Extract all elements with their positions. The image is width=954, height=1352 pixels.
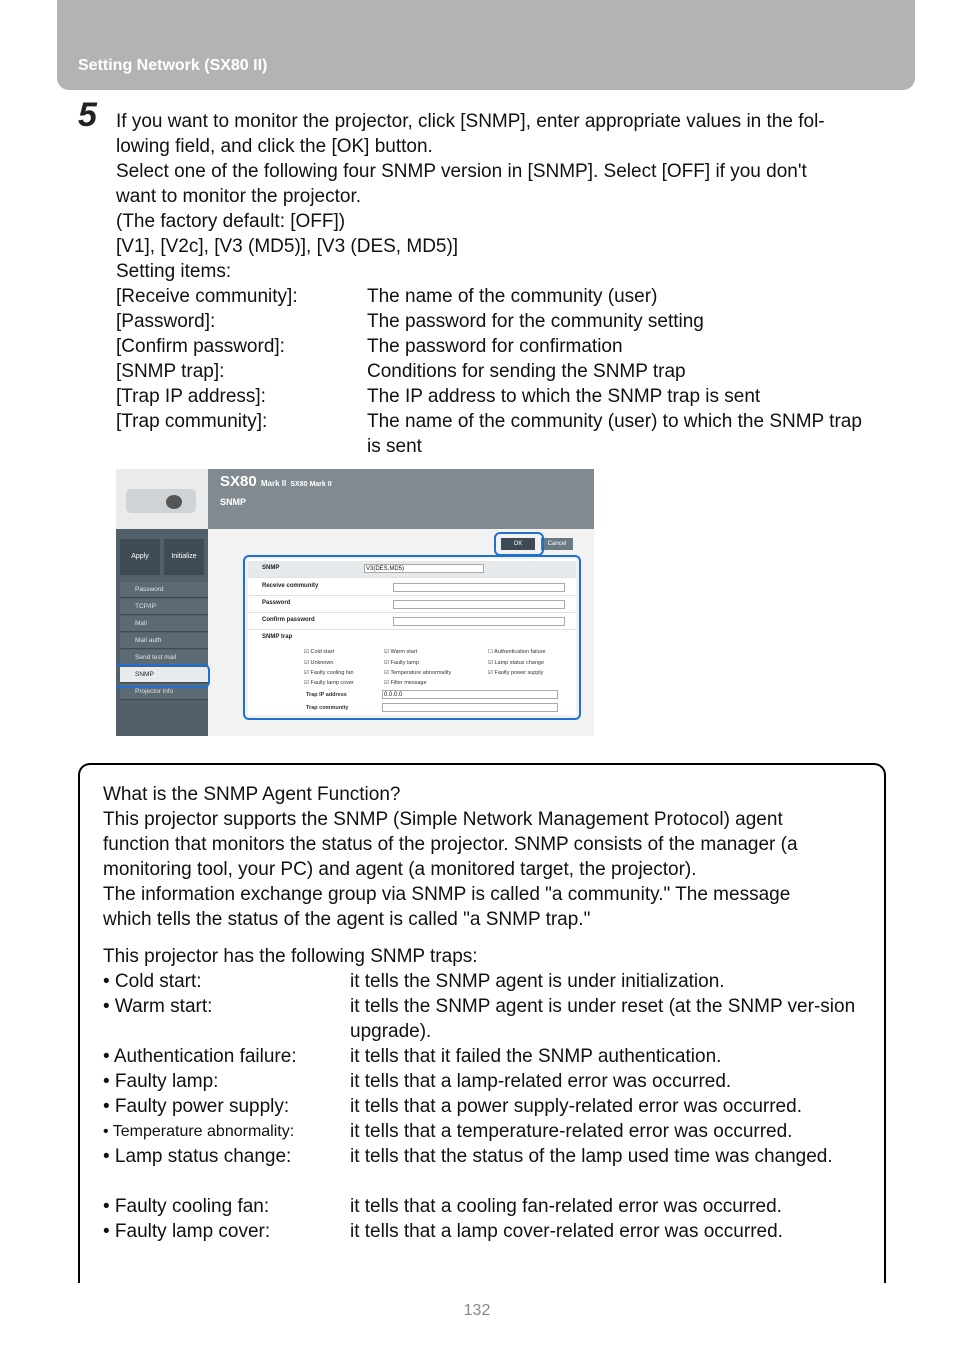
- apply-button[interactable]: Apply: [120, 539, 160, 575]
- screenshot-page-title: SNMP: [220, 497, 247, 507]
- step-line: lowing field, and click the [OK] button.: [116, 136, 433, 157]
- checkbox-cold-start[interactable]: ☑ Cold start: [304, 649, 335, 655]
- step-line: (The factory default: [OFF]): [116, 211, 346, 232]
- setting-desc: The password for confirmation: [367, 336, 623, 357]
- step-line: want to monitor the projector.: [116, 186, 362, 207]
- setting-desc: The name of the community (user) to which the SNMP trap is sent: [367, 411, 862, 457]
- menu-item-projector-info[interactable]: Projector info: [120, 684, 208, 700]
- menu-item-mail-auth[interactable]: Mail auth: [120, 633, 208, 649]
- step-line: [V1], [V2c], [V3 (MD5)], [V3 (DES, MD5)]: [116, 236, 459, 257]
- setting-key: [SNMP trap]:: [116, 361, 225, 382]
- setting-key: [Password]:: [116, 311, 216, 332]
- screenshot-sidebar: [116, 529, 208, 736]
- menu-item-send-test-mail[interactable]: Send test mail: [120, 650, 208, 666]
- form-highlight: [243, 555, 581, 720]
- traps-intro: This projector has the following SNMP traps:: [103, 946, 478, 967]
- ok-highlight: [494, 532, 544, 556]
- setting-desc: The IP address to which the SNMP trap is sent: [367, 386, 761, 407]
- checkbox-unknown[interactable]: ☑ Unknown: [304, 660, 334, 666]
- note-title: What is the SNMP Agent Function?: [103, 784, 401, 805]
- trap-ip-input[interactable]: 0.0.0.0: [382, 690, 558, 699]
- setting-desc: The password for the community setting: [367, 311, 704, 332]
- projector-body: [126, 489, 196, 513]
- note-line: function that monitors the status of the projector. SNMP consists of the manager (a: [103, 834, 798, 855]
- setting-desc: The name of the community (user): [367, 286, 658, 307]
- initialize-button[interactable]: Initialize: [164, 539, 204, 575]
- step-line: Select one of the following four SNMP version in [SNMP]. Select [OFF] if you don't: [116, 161, 807, 182]
- setting-key: [Trap IP address]:: [116, 386, 266, 407]
- password-row: Password: [248, 596, 576, 613]
- header-title: Setting Network (SX80 II): [78, 57, 268, 74]
- brand-logo: SX80 Mark II SX80 Mark II: [220, 473, 332, 490]
- checkbox-warm-start[interactable]: ☑ Warm start: [384, 649, 418, 655]
- receive-community-row: Receive community: [248, 579, 576, 596]
- ok-button[interactable]: OK: [501, 538, 535, 550]
- page-header: [57, 0, 915, 90]
- menu-item-tcpip[interactable]: TCP/IP: [120, 599, 208, 615]
- setting-key: [Trap community]:: [116, 411, 268, 432]
- snmp-highlight: [116, 664, 210, 688]
- note-line: monitoring tool, your PC) and agent (a monitored target, the projector).: [103, 859, 697, 880]
- checkbox-power-supply[interactable]: ☑ Faulty power supply: [488, 670, 544, 676]
- snmp-row: SNMP: [248, 561, 576, 578]
- projector-lens: [166, 495, 182, 509]
- projector-image: [116, 469, 208, 529]
- menu-item-password[interactable]: Password: [120, 582, 208, 598]
- checkbox-lamp-cover[interactable]: ☑ Faulty lamp cover: [304, 680, 354, 686]
- checkbox-temperature[interactable]: ☑ Temperature abnormality: [384, 670, 452, 676]
- checkbox-faulty-lamp[interactable]: ☑ Faulty lamp: [384, 660, 419, 666]
- snmp-trap-row: SNMP trap: [262, 634, 293, 640]
- cancel-button[interactable]: Cancel: [541, 538, 573, 550]
- note-line: The information exchange group via SNMP is called "a community." The message: [103, 884, 791, 905]
- step-text: [116, 109, 825, 284]
- page-number: 132: [463, 1302, 491, 1319]
- step-line: If you want to monitor the projector, click [SNMP], enter appropriate values in the fol-: [116, 111, 825, 132]
- checkbox-auth-failure[interactable]: ☐ Authentication failure: [488, 649, 546, 655]
- trap-community-label: Trap community: [306, 705, 349, 711]
- menu-item-mail[interactable]: Mail: [120, 616, 208, 632]
- setting-key: [Receive community]:: [116, 286, 298, 307]
- step-number: 5: [78, 96, 97, 134]
- checkbox-lamp-status[interactable]: ☑ Lamp status change: [488, 660, 545, 666]
- snmp-screenshot: [116, 469, 594, 736]
- checkbox-filter-message[interactable]: ☑ Filter message: [384, 680, 427, 686]
- step-line: Setting items:: [116, 261, 232, 282]
- confirm-password-row: Confirm password: [248, 613, 576, 630]
- menu-item-snmp[interactable]: SNMP: [120, 667, 208, 683]
- note-line: This projector supports the SNMP (Simple Network Management Protocol) agent: [103, 809, 783, 830]
- snmp-select[interactable]: V3(DES,MD5): [364, 564, 484, 573]
- trap-ip-label: Trap IP address: [306, 692, 347, 698]
- checkbox-cooling-fan[interactable]: ☑ Faulty cooling fan: [304, 670, 354, 676]
- setting-desc: Conditions for sending the SNMP trap: [367, 361, 686, 382]
- note-line: which tells the status of the agent is called "a SNMP trap.": [103, 909, 591, 930]
- setting-key: [Confirm password]:: [116, 336, 285, 357]
